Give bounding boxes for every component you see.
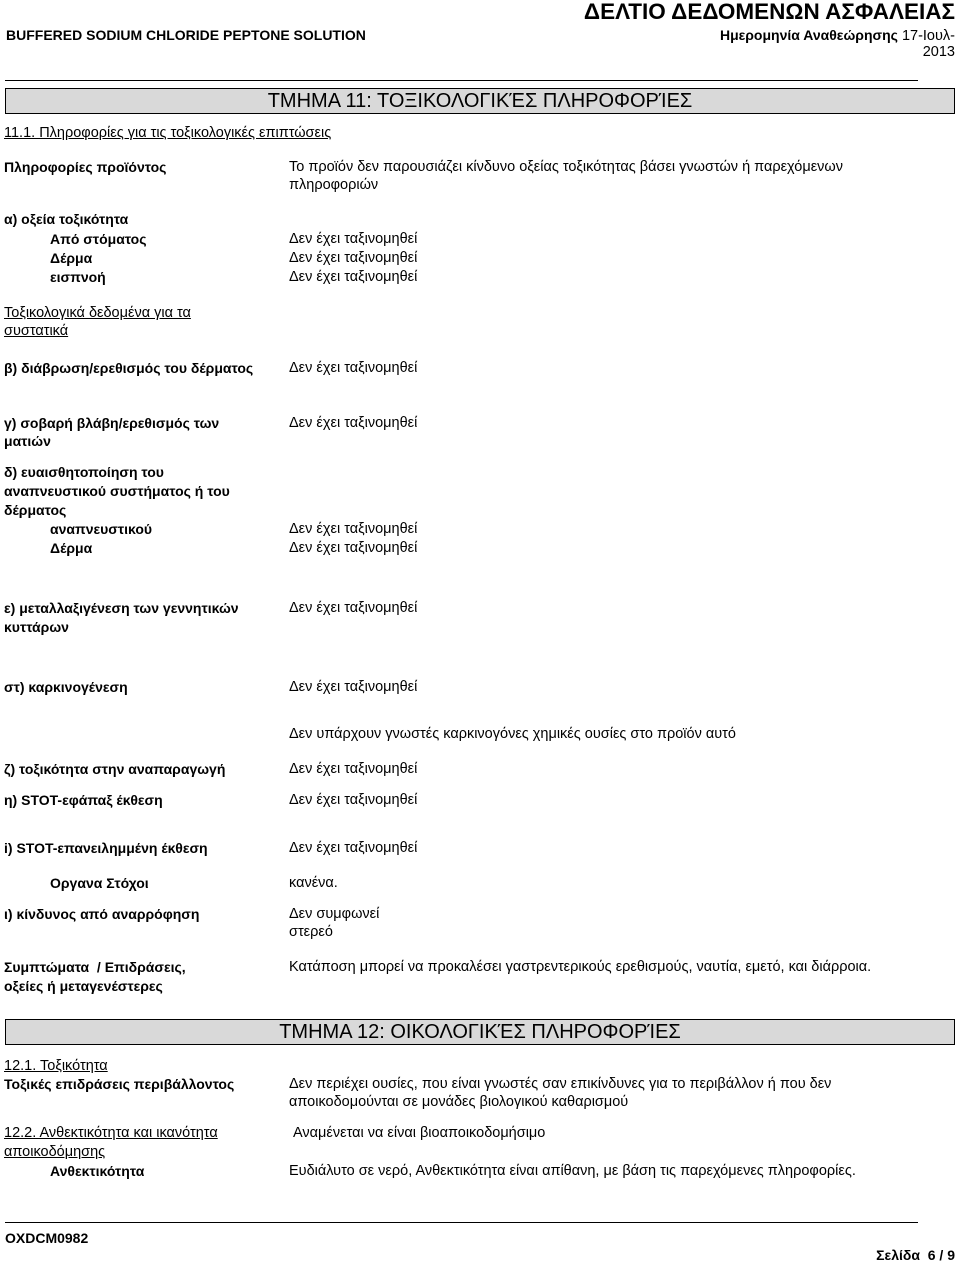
skin-sensitization-value: Δεν έχει ταξινομηθεί xyxy=(289,540,418,556)
page-number: Σελίδα 6 / 9 xyxy=(876,1247,955,1263)
document-title: ΔΕΛΤΙΟ ΔΕΔΟΜΕΝΩΝ ΑΣΦΑΛΕΙΑΣ xyxy=(583,0,955,24)
aspiration-hazard-value: Δεν συμφωνεί xyxy=(289,906,380,922)
skin-sensitization-label: Δέρμα xyxy=(50,540,93,556)
carcinogenicity-label: στ) καρκινογένεση xyxy=(4,679,128,695)
carcinogenicity-value: Δεν έχει ταξινομηθεί xyxy=(289,679,418,695)
mutagenicity-value: Δεν έχει ταξινομηθεί xyxy=(289,600,418,616)
oral-value: Δεν έχει ταξινομηθεί xyxy=(289,231,418,247)
aspiration-hazard-value-cont: στερεό xyxy=(289,924,333,940)
header-divider xyxy=(5,80,918,81)
product-info-value-cont: πληροφοριών xyxy=(289,177,379,193)
target-organs-value: κανένα. xyxy=(289,875,338,891)
section-12-header xyxy=(5,1019,955,1045)
product-info-label: Πληροφορίες προϊόντος xyxy=(4,159,167,175)
environmental-effects-value-cont: αποικοδομούνται σε μονάδες βιολογικού καθαρισμού xyxy=(289,1094,629,1110)
eye-damage-label-cont: ματιών xyxy=(4,433,51,449)
mutagenicity-label-cont: κυττάρων xyxy=(4,619,69,635)
product-info-value: Το προϊόν δεν παρουσιάζει κίνδυνο οξείας τοξικότητας βάσει γνωστών ή παρεχόμενων xyxy=(289,159,843,175)
reproductive-toxicity-label: ζ) τοξικότητα στην αναπαραγωγή xyxy=(4,761,226,777)
target-organs-label: Οργανα Στόχοι xyxy=(50,875,149,891)
stot-repeated-value: Δεν έχει ταξινομηθεί xyxy=(289,840,418,856)
inhalation-label: εισπνοή xyxy=(50,269,106,285)
subsection-11-1-title: 11.1. Πληροφορίες για τις τοξικολογικές επιπτώσεις xyxy=(4,125,332,141)
subsection-12-2-title-cont: αποικοδόμησης xyxy=(4,1144,106,1160)
section-11-title: ΤΜΗΜΑ 11: ΤΟΞΙΚΟΛΟΓΙΚΈΣ ΠΛΗΡΟΦΟΡΊΕΣ xyxy=(267,90,693,112)
revision-label: Ημερομηνία Αναθεώρησης xyxy=(719,27,898,43)
stot-single-label: η) STOT-εφάπαξ έκθεση xyxy=(4,792,163,808)
symptoms-label-cont: οξείες ή μεταγενέστερες xyxy=(4,978,163,994)
subsection-12-1-title: 12.1. Τοξικότητα xyxy=(4,1058,108,1074)
mutagenicity-label: ε) μεταλλαξιγένεση των γεννητικών xyxy=(4,600,239,616)
sensitization-label-cont2: δέρματος xyxy=(4,502,67,518)
dermal-value: Δεν έχει ταξινομηθεί xyxy=(289,250,418,266)
dermal-label: Δέρμα xyxy=(50,250,93,266)
carcinogenicity-note: Δεν υπάρχουν γνωστές καρκινογόνες χημικές ουσίες στο προϊόν αυτό xyxy=(289,726,736,742)
eye-damage-label: γ) σοβαρή βλάβη/ερεθισμός των xyxy=(4,415,220,431)
subsection-12-2-title: 12.2. Ανθεκτικότητα και ικανότητα xyxy=(4,1125,218,1141)
inhalation-value: Δεν έχει ταξινομηθεί xyxy=(289,269,418,285)
product-name: BUFFERED SODIUM CHLORIDE PEPTONE SOLUTION xyxy=(6,27,366,43)
oral-label: Από στόματος xyxy=(50,231,147,247)
component-data-heading-cont: συστατικά xyxy=(4,323,69,339)
persistence-label: Ανθεκτικότητα xyxy=(50,1163,145,1179)
stot-single-value: Δεν έχει ταξινομηθεί xyxy=(289,792,418,808)
biodegradability-value: Αναμένεται να είναι βιοαποικοδομήσιμο xyxy=(293,1125,546,1141)
eye-damage-value: Δεν έχει ταξινομηθεί xyxy=(289,415,418,431)
acute-toxicity-label: α) οξεία τοξικότητα xyxy=(4,211,129,227)
revision-date-line xyxy=(720,26,955,45)
aspiration-hazard-label: ι) κίνδυνος από αναρρόφηση xyxy=(4,906,200,922)
sensitization-label: δ) ευαισθητοποίηση του xyxy=(4,464,164,480)
environmental-effects-value: Δεν περιέχει ουσίες, που είναι γνωστές σαν επικίνδυνες για το περιβάλλον ή που δεν xyxy=(289,1076,832,1092)
environmental-effects-label: Τοξικές επιδράσεις περιβάλλοντος xyxy=(4,1076,235,1092)
skin-corrosion-label: β) διάβρωση/ερεθισμός του δέρματος xyxy=(4,360,254,376)
symptoms-label: Συμπτώματα / Επιδράσεις, xyxy=(4,959,186,975)
sensitization-label-cont: αναπνευστικού συστήματος ή του xyxy=(4,483,230,499)
revision-date-year: 2013 xyxy=(922,44,955,60)
document-code: OXDCM0982 xyxy=(5,1230,89,1246)
footer-divider xyxy=(5,1222,918,1223)
respiratory-sensitization-label: αναπνευστικού xyxy=(50,521,153,537)
section-11-header xyxy=(5,88,955,114)
skin-corrosion-value: Δεν έχει ταξινομηθεί xyxy=(289,360,418,376)
revision-date-part: 17-Ιουλ- xyxy=(901,28,955,44)
stot-repeated-label: i) STOT-επανειλημμένη έκθεση xyxy=(4,840,208,856)
symptoms-value: Κατάποση μπορεί να προκαλέσει γαστρεντερικούς ερεθισμούς, ναυτία, εμετό, και διάρροια. xyxy=(289,959,872,975)
component-data-heading: Τοξικολογικά δεδομένα για τα xyxy=(4,305,191,321)
respiratory-sensitization-value: Δεν έχει ταξινομηθεί xyxy=(289,521,418,537)
reproductive-toxicity-value: Δεν έχει ταξινομηθεί xyxy=(289,761,418,777)
section-12-title: ΤΜΗΜΑ 12: ΟΙΚΟΛΟΓΙΚΈΣ ΠΛΗΡΟΦΟΡΊΕΣ xyxy=(279,1021,681,1043)
persistence-value: Ευδιάλυτο σε νερό, Ανθεκτικότητα είναι απίθανη, με βάση τις παρεχόμενες πληροφορίες. xyxy=(289,1163,856,1179)
